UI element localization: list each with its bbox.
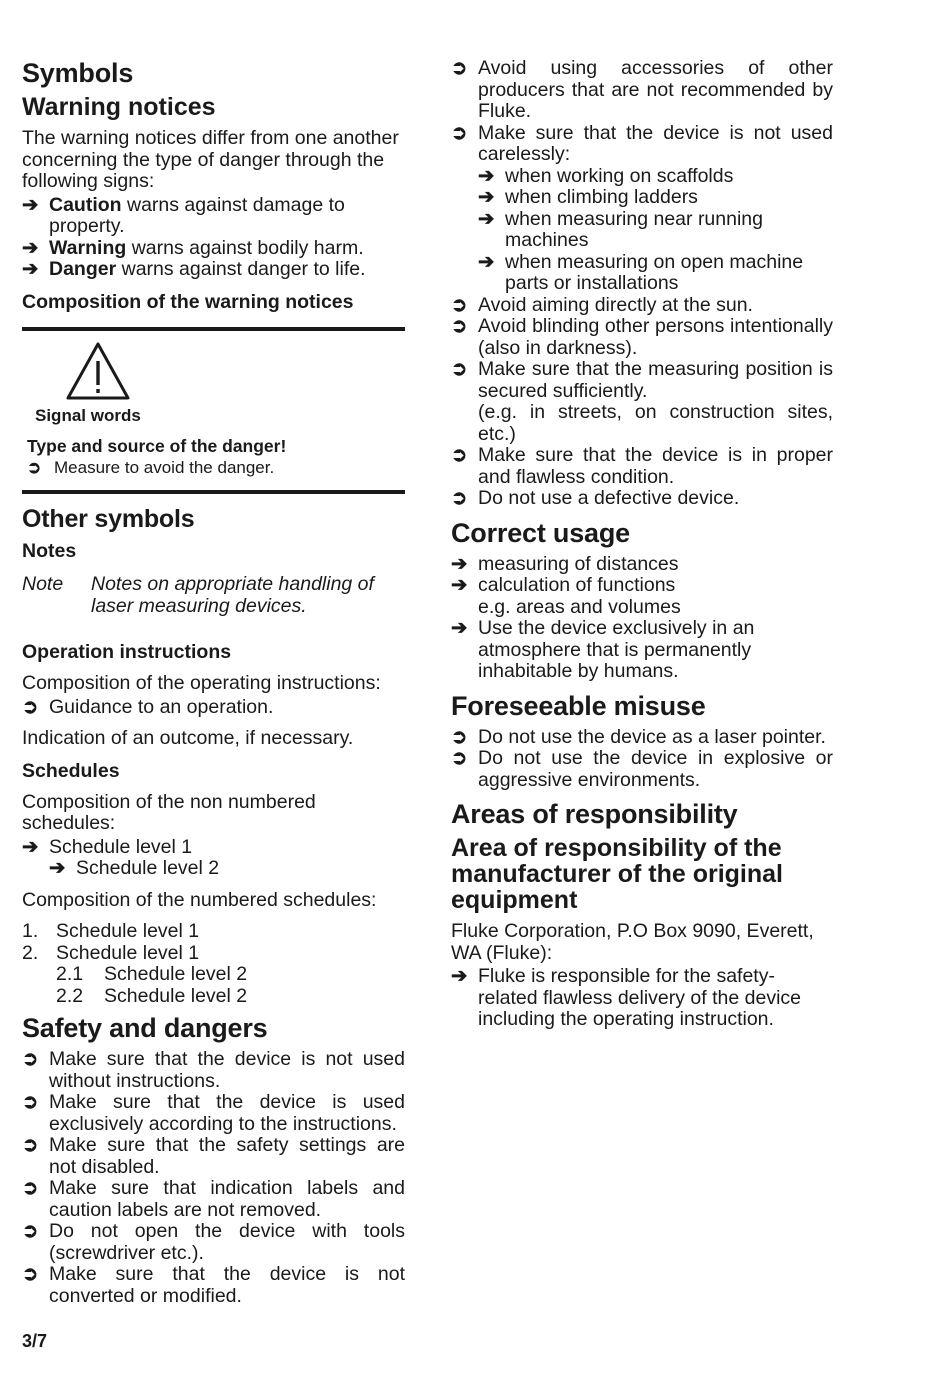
- warning-triangle-icon: [65, 341, 131, 401]
- list-item: ➲ Avoid blinding other persons intentionally (also in darkness).: [451, 315, 833, 359]
- responsibility-heading: Areas of responsibility: [451, 799, 738, 829]
- misuse-list: [451, 727, 833, 792]
- list-item: ➲ Make sure that the safety settings are not disabled.: [22, 1134, 405, 1178]
- hook-arrow-icon: ➲: [22, 1177, 39, 1199]
- left-column: [22, 52, 405, 1307]
- list-item: ➔ Fluke is responsible for the safety-related flawless delivery of the device including the operating instruction.: [451, 965, 801, 1030]
- warning-notice-example: [22, 341, 405, 479]
- schedules-nonnum-intro: Composition of the non numbered schedules:: [22, 790, 316, 834]
- note-example: [22, 574, 405, 617]
- list-item: ➲ Do not open the device with tools (screwdriver etc.).: [22, 1220, 405, 1264]
- correct-usage-heading: Correct usage: [451, 517, 630, 548]
- hook-arrow-icon: ➲: [22, 695, 39, 718]
- hook-arrow-icon: ➲: [451, 358, 468, 380]
- misuse-heading: Foreseeable misuse: [451, 690, 706, 721]
- notes-heading: Notes: [22, 540, 77, 562]
- list-item: ➔ measuring of distances: [451, 552, 679, 575]
- note-text: Notes on appropriate handling of laser measuring devices.: [91, 573, 374, 617]
- numbered-subitem: 2.2 Schedule level 2: [56, 984, 248, 1007]
- hook-arrow-icon: ➲: [27, 458, 42, 477]
- list-item: ➔ when measuring near running machines: [478, 207, 763, 251]
- arrow-right-icon: ➔: [49, 857, 66, 879]
- list-item: ➲ Make sure that the device is used exclusively according to the instructions.: [22, 1091, 405, 1135]
- divider: [22, 490, 405, 494]
- hook-arrow-icon: ➲: [22, 1263, 39, 1285]
- warning-notices-heading: Warning notices: [22, 93, 216, 121]
- list-item: ➔ when working on scaffolds: [478, 164, 734, 187]
- list-item: ➔ when climbing ladders: [478, 186, 698, 208]
- manufacturer-heading: Area of responsibility of the manufacturer of the original equipment: [451, 834, 783, 914]
- hook-arrow-icon: ➲: [451, 725, 468, 748]
- other-symbols-heading: Other symbols: [22, 505, 195, 533]
- safety-continued-list: [451, 58, 833, 166]
- signs-list: [22, 195, 405, 281]
- operation-outcome: Indication of an outcome, if necessary.: [22, 727, 354, 749]
- arrow-right-icon: ➔: [478, 164, 495, 187]
- list-item: ➲ Guidance to an operation.: [22, 695, 274, 718]
- numbered-subitem: 2.1 Schedule level 2: [56, 963, 248, 985]
- list-item: ➔ Danger warns against danger to life.: [22, 258, 366, 280]
- list-item: ➔ when measuring on open machine parts or installations: [478, 250, 804, 294]
- safety-heading: Safety and dangers: [22, 1013, 268, 1043]
- arrow-right-icon: ➔: [22, 236, 39, 259]
- danger-type: Type and source of the danger!: [27, 436, 287, 456]
- page-number: 3/7: [22, 1331, 48, 1351]
- list-item: ➲ Make sure that the measuring position is secured sufficiently. (e.g. in streets, on construction sites, etc.): [451, 358, 833, 445]
- numbered-item: 1. Schedule level 1: [22, 920, 200, 942]
- symbols-heading: Symbols: [22, 58, 134, 88]
- composition-heading: Composition of the warning notices: [22, 290, 354, 313]
- list-item: ➔ Caution warns against damage to property.: [22, 193, 345, 237]
- list-item: ➲ Do not use the device in explosive or aggressive environments.: [451, 747, 833, 791]
- list-item: ➔ calculation of functions e.g. areas and volumes: [451, 574, 681, 618]
- operation-intro: Composition of the operating instructions:: [22, 672, 381, 694]
- list-item: ➲ Make sure that indication labels and caution labels are not removed.: [22, 1177, 405, 1221]
- list-item: ➔ Schedule level 1: [22, 835, 193, 858]
- arrow-right-icon: ➔: [451, 552, 468, 575]
- note-key: Note: [22, 573, 64, 595]
- hook-arrow-icon: ➲: [451, 487, 468, 509]
- numbered-item: 2. Schedule level 1: [22, 941, 200, 964]
- list-item: ➔ Schedule level 2: [49, 857, 220, 879]
- warning-intro: The warning notices differ from one another concerning the type of danger through the following signs:: [22, 127, 399, 192]
- danger-measure: ➲ Measure to avoid the danger.: [27, 458, 275, 477]
- list-item: ➲ Do not use a defective device.: [451, 487, 740, 509]
- arrow-right-icon: ➔: [22, 258, 39, 280]
- arrow-right-icon: ➔: [451, 965, 468, 987]
- hook-arrow-icon: ➲: [451, 444, 468, 466]
- hook-arrow-icon: ➲: [451, 57, 468, 79]
- careless-list: [451, 166, 833, 295]
- list-item: ➲ Do not use the device as a laser pointer.: [451, 725, 826, 748]
- operation-heading: Operation instructions: [22, 641, 232, 663]
- hook-arrow-icon: ➲: [22, 1091, 39, 1113]
- hook-arrow-icon: ➲: [22, 1220, 39, 1242]
- safety-more-list: [451, 295, 833, 510]
- arrow-right-icon: ➔: [451, 617, 468, 639]
- list-item: ➲ Make sure that the device is not converted or modified.: [22, 1263, 405, 1307]
- hook-arrow-icon: ➲: [451, 121, 468, 144]
- hook-arrow-icon: ➲: [22, 1048, 39, 1070]
- schedules-num-intro: Composition of the numbered schedules:: [22, 888, 377, 911]
- schedules-heading: Schedules: [22, 759, 120, 782]
- arrow-right-icon: ➔: [478, 250, 495, 273]
- list-item: ➲ Make sure that the device is not used carelessly:: [451, 121, 833, 165]
- hook-arrow-icon: ➲: [451, 293, 468, 316]
- divider: [22, 327, 405, 331]
- safety-list: [22, 1049, 405, 1307]
- list-item: ➔ Warning warns against bodily harm.: [22, 236, 364, 259]
- list-item: ➲ Make sure that the device is not used without instructions.: [22, 1048, 405, 1092]
- arrow-right-icon: ➔: [22, 193, 39, 216]
- right-column: [451, 58, 833, 1031]
- list-item: ➲ Make sure that the device is in proper and flawless condition.: [451, 444, 833, 488]
- arrow-right-icon: ➔: [22, 835, 39, 858]
- usage-list: [451, 554, 833, 683]
- list-item: ➔ Use the device exclusively in an atmosphere that is permanently inhabitable by humans.: [451, 617, 755, 682]
- list-item: ➲ Avoid aiming directly at the sun.: [451, 293, 753, 316]
- list-item: ➲ Avoid using accessories of other producers that are not recommended by Fluke.: [451, 57, 833, 122]
- manufacturer-address: Fluke Corporation, P.O Box 9090, Everett, WA (Fluke):: [451, 920, 814, 964]
- arrow-right-icon: ➔: [451, 574, 468, 596]
- hook-arrow-icon: ➲: [451, 747, 468, 769]
- hook-arrow-icon: ➲: [451, 315, 468, 337]
- arrow-right-icon: ➔: [478, 186, 495, 208]
- signal-words: Signal words: [35, 405, 141, 425]
- arrow-right-icon: ➔: [478, 207, 495, 230]
- hook-arrow-icon: ➲: [22, 1134, 39, 1156]
